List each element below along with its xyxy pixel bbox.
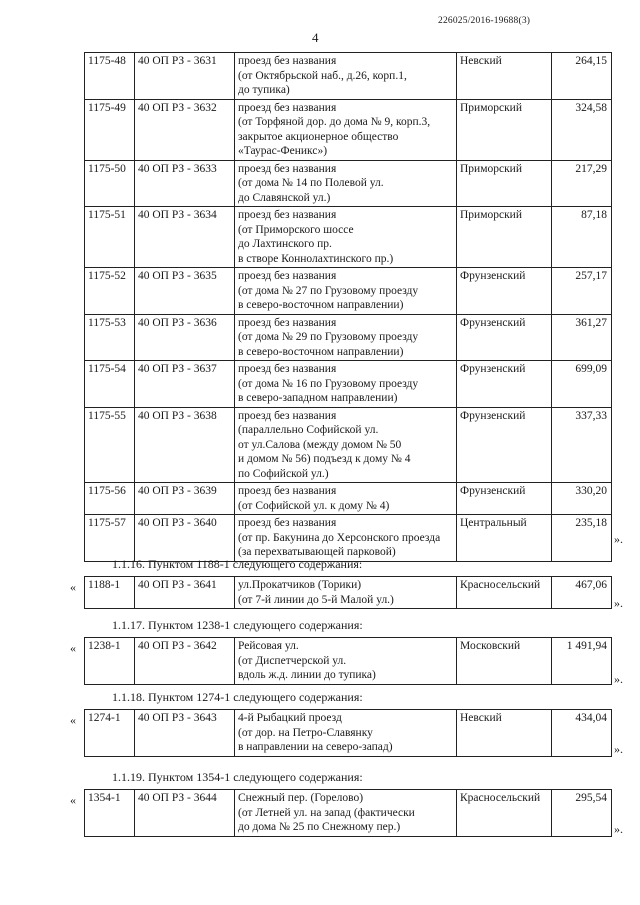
road-code-cell: 40 ОП РЗ - 3636 <box>135 314 235 361</box>
road-code-cell: 40 ОП РЗ - 3632 <box>135 99 235 160</box>
description-line: до Лахтинского пр. <box>238 238 332 250</box>
description-line: по Софийской ул.) <box>238 467 329 480</box>
description-cell <box>235 515 457 562</box>
length-cell: 330,20 <box>552 483 612 515</box>
row-id-cell: 1175-57 <box>85 515 135 562</box>
document-id: 226025/2016-19688(3) <box>438 16 531 26</box>
road-code-cell: 40 ОП РЗ - 3643 <box>135 710 235 757</box>
description-line: (от дома № 16 по Грузовому проезду <box>238 377 419 390</box>
description-line: проезд без названия <box>238 162 337 175</box>
description-line: (от Софийской ул. к дому № 4) <box>238 499 390 512</box>
description-line: (от дома № 27 по Грузовому проезду <box>238 284 419 297</box>
district-cell: Невский <box>457 710 552 757</box>
description-line: (от Летней ул. на запад (фактически <box>238 806 415 819</box>
district-cell: Фрунзенский <box>457 407 552 483</box>
row-id-cell: 1175-56 <box>85 483 135 515</box>
description-line: (от дома № 14 по Полевой ул. <box>238 177 384 189</box>
table-row <box>85 160 612 207</box>
description-line: проезд без названия <box>238 409 337 422</box>
table-row <box>85 53 612 100</box>
length-cell: 1 491,94 <box>552 638 612 685</box>
page-number: 4 <box>312 30 319 45</box>
length-cell: 235,18 <box>552 515 612 562</box>
description-line: проезд без названия <box>238 485 337 497</box>
road-code-cell: 40 ОП РЗ - 3638 <box>135 407 235 483</box>
close-quote-mark: ». <box>614 822 623 836</box>
section-heading: 1.1.17. Пунктом 1238-1 следующего содержания: <box>112 618 363 632</box>
description-line: до тупика) <box>238 84 290 96</box>
description-line: в северо-восточном направлении) <box>238 299 404 311</box>
description-line: Снежный пер. (Горелово) <box>238 792 364 804</box>
row-id-cell: 1175-48 <box>85 53 135 100</box>
length-cell: 217,29 <box>552 160 612 207</box>
row-id-cell: 1175-55 <box>85 407 135 483</box>
row-id-cell: 1175-51 <box>85 207 135 268</box>
description-line: (от Диспетчерской ул. <box>238 654 347 667</box>
description-cell <box>235 207 457 268</box>
description-cell <box>235 577 457 609</box>
table-row <box>85 790 612 837</box>
road-code-cell: 40 ОП РЗ - 3634 <box>135 207 235 268</box>
section-table <box>84 637 612 685</box>
road-code-cell: 40 ОП РЗ - 3639 <box>135 483 235 515</box>
description-line: (от Октябрьской наб., д.26, корп.1, <box>238 69 407 82</box>
main-table-closing-mark: ». <box>614 532 623 546</box>
description-cell <box>235 99 457 160</box>
length-cell: 434,04 <box>552 710 612 757</box>
description-line: закрытое акционерное общество <box>238 130 399 143</box>
description-line: проезд без названия <box>238 517 337 529</box>
road-code-cell: 40 ОП РЗ - 3637 <box>135 361 235 408</box>
table-row <box>85 314 612 361</box>
description-line: вдоль ж.д. линии до тупика) <box>238 669 376 681</box>
length-cell: 337,33 <box>552 407 612 483</box>
description-cell <box>235 407 457 483</box>
road-code-cell: 40 ОП РЗ - 3633 <box>135 160 235 207</box>
description-line: «Таурас-Феникс») <box>238 145 328 157</box>
section-heading: 1.1.19. Пунктом 1354-1 следующего содержания: <box>112 770 363 784</box>
table-row <box>85 268 612 315</box>
description-line: 4-й Рыбацкий проезд <box>238 712 342 724</box>
length-cell: 324,58 <box>552 99 612 160</box>
description-line: до Славянской ул.) <box>238 191 331 204</box>
close-quote-mark: ». <box>614 596 623 610</box>
district-cell: Фрунзенский <box>457 361 552 408</box>
description-line: проезд без названия <box>238 55 337 67</box>
description-cell <box>235 361 457 408</box>
length-cell: 699,09 <box>552 361 612 408</box>
description-line: (от пр. Бакунина до Херсонского проезда <box>238 531 441 544</box>
district-cell: Фрунзенский <box>457 483 552 515</box>
table-row <box>85 407 612 483</box>
section-heading: 1.1.16. Пунктом 1188-1 следующего содержания: <box>112 557 363 571</box>
row-id-cell: 1175-53 <box>85 314 135 361</box>
length-cell: 87,18 <box>552 207 612 268</box>
row-id-cell: 1175-50 <box>85 160 135 207</box>
description-line: (от Приморского шоссе <box>238 223 354 236</box>
description-cell <box>235 790 457 837</box>
row-id-cell: 1238-1 <box>85 638 135 685</box>
description-line: в северо-восточном направлении) <box>238 345 404 358</box>
row-id-cell: 1175-54 <box>85 361 135 408</box>
table-row <box>85 207 612 268</box>
road-code-cell: 40 ОП РЗ - 3635 <box>135 268 235 315</box>
table-row <box>85 710 612 757</box>
district-cell: Приморский <box>457 99 552 160</box>
district-cell: Центральный <box>457 515 552 562</box>
open-quote-mark: « <box>70 580 76 594</box>
open-quote-mark: « <box>70 713 76 727</box>
length-cell: 361,27 <box>552 314 612 361</box>
description-cell <box>235 710 457 757</box>
description-line: проезд без названия <box>238 316 337 329</box>
row-id-cell: 1274-1 <box>85 710 135 757</box>
open-quote-mark: « <box>70 793 76 807</box>
table-row <box>85 515 612 562</box>
table-row <box>85 577 612 609</box>
description-line: проезд без названия <box>238 209 337 221</box>
description-line: в северо-западном направлении) <box>238 392 398 404</box>
description-line: (от 7-й линии до 5-й Малой ул.) <box>238 593 394 606</box>
description-line: проезд без названия <box>238 363 337 375</box>
district-cell: Красносельский <box>457 577 552 609</box>
table-row <box>85 99 612 160</box>
table-row <box>85 638 612 685</box>
description-line: ул.Прокатчиков (Торики) <box>238 579 362 591</box>
district-cell: Приморский <box>457 207 552 268</box>
district-cell: Московский <box>457 638 552 685</box>
description-cell <box>235 268 457 315</box>
road-code-cell: 40 ОП РЗ - 3642 <box>135 638 235 685</box>
description-cell <box>235 638 457 685</box>
length-cell: 467,06 <box>552 577 612 609</box>
description-line: до дома № 25 по Снежному пер.) <box>238 821 401 833</box>
row-id-cell: 1175-49 <box>85 99 135 160</box>
close-quote-mark: ». <box>614 672 623 686</box>
table-row <box>85 361 612 408</box>
road-code-cell: 40 ОП РЗ - 3640 <box>135 515 235 562</box>
road-code-cell: 40 ОП РЗ - 3644 <box>135 790 235 837</box>
length-cell: 295,54 <box>552 790 612 837</box>
description-line: в направлении на северо-запад) <box>238 741 393 753</box>
description-line: Рейсовая ул. <box>238 640 299 652</box>
section-table <box>84 709 612 757</box>
description-line: (от дор. на Петро-Славянку <box>238 726 373 739</box>
district-cell: Фрунзенский <box>457 268 552 315</box>
length-cell: 257,17 <box>552 268 612 315</box>
district-cell: Приморский <box>457 160 552 207</box>
description-cell <box>235 53 457 100</box>
main-table <box>84 52 612 562</box>
close-quote-mark: ». <box>614 742 623 756</box>
table-row <box>85 483 612 515</box>
district-cell: Фрунзенский <box>457 314 552 361</box>
description-line: в створе Коннолахтинского пр.) <box>238 252 394 265</box>
road-code-cell: 40 ОП РЗ - 3641 <box>135 577 235 609</box>
district-cell: Красносельский <box>457 790 552 837</box>
description-line: проезд без названия <box>238 101 337 114</box>
row-id-cell: 1354-1 <box>85 790 135 837</box>
row-id-cell: 1175-52 <box>85 268 135 315</box>
description-line: (от дома № 29 по Грузовому проезду <box>238 331 419 343</box>
road-code-cell: 40 ОП РЗ - 3631 <box>135 53 235 100</box>
description-line: (от Торфяной дор. до дома № 9, корп.3, <box>238 116 431 128</box>
section-table <box>84 576 612 609</box>
description-line: проезд без названия <box>238 270 337 282</box>
description-line: (параллельно Софийской ул. <box>238 424 379 436</box>
open-quote-mark: « <box>70 641 76 655</box>
description-cell <box>235 160 457 207</box>
description-line: от ул.Салова (между домом № 50 <box>238 438 402 451</box>
description-line: (за перехватывающей парковой) <box>238 546 396 558</box>
district-cell: Невский <box>457 53 552 100</box>
section-heading: 1.1.18. Пунктом 1274-1 следующего содержания: <box>112 690 363 704</box>
description-line: и домом № 56) подъезд к дому № 4 <box>238 453 411 465</box>
description-cell <box>235 483 457 515</box>
row-id-cell: 1188-1 <box>85 577 135 609</box>
length-cell: 264,15 <box>552 53 612 100</box>
section-table <box>84 789 612 837</box>
description-cell <box>235 314 457 361</box>
